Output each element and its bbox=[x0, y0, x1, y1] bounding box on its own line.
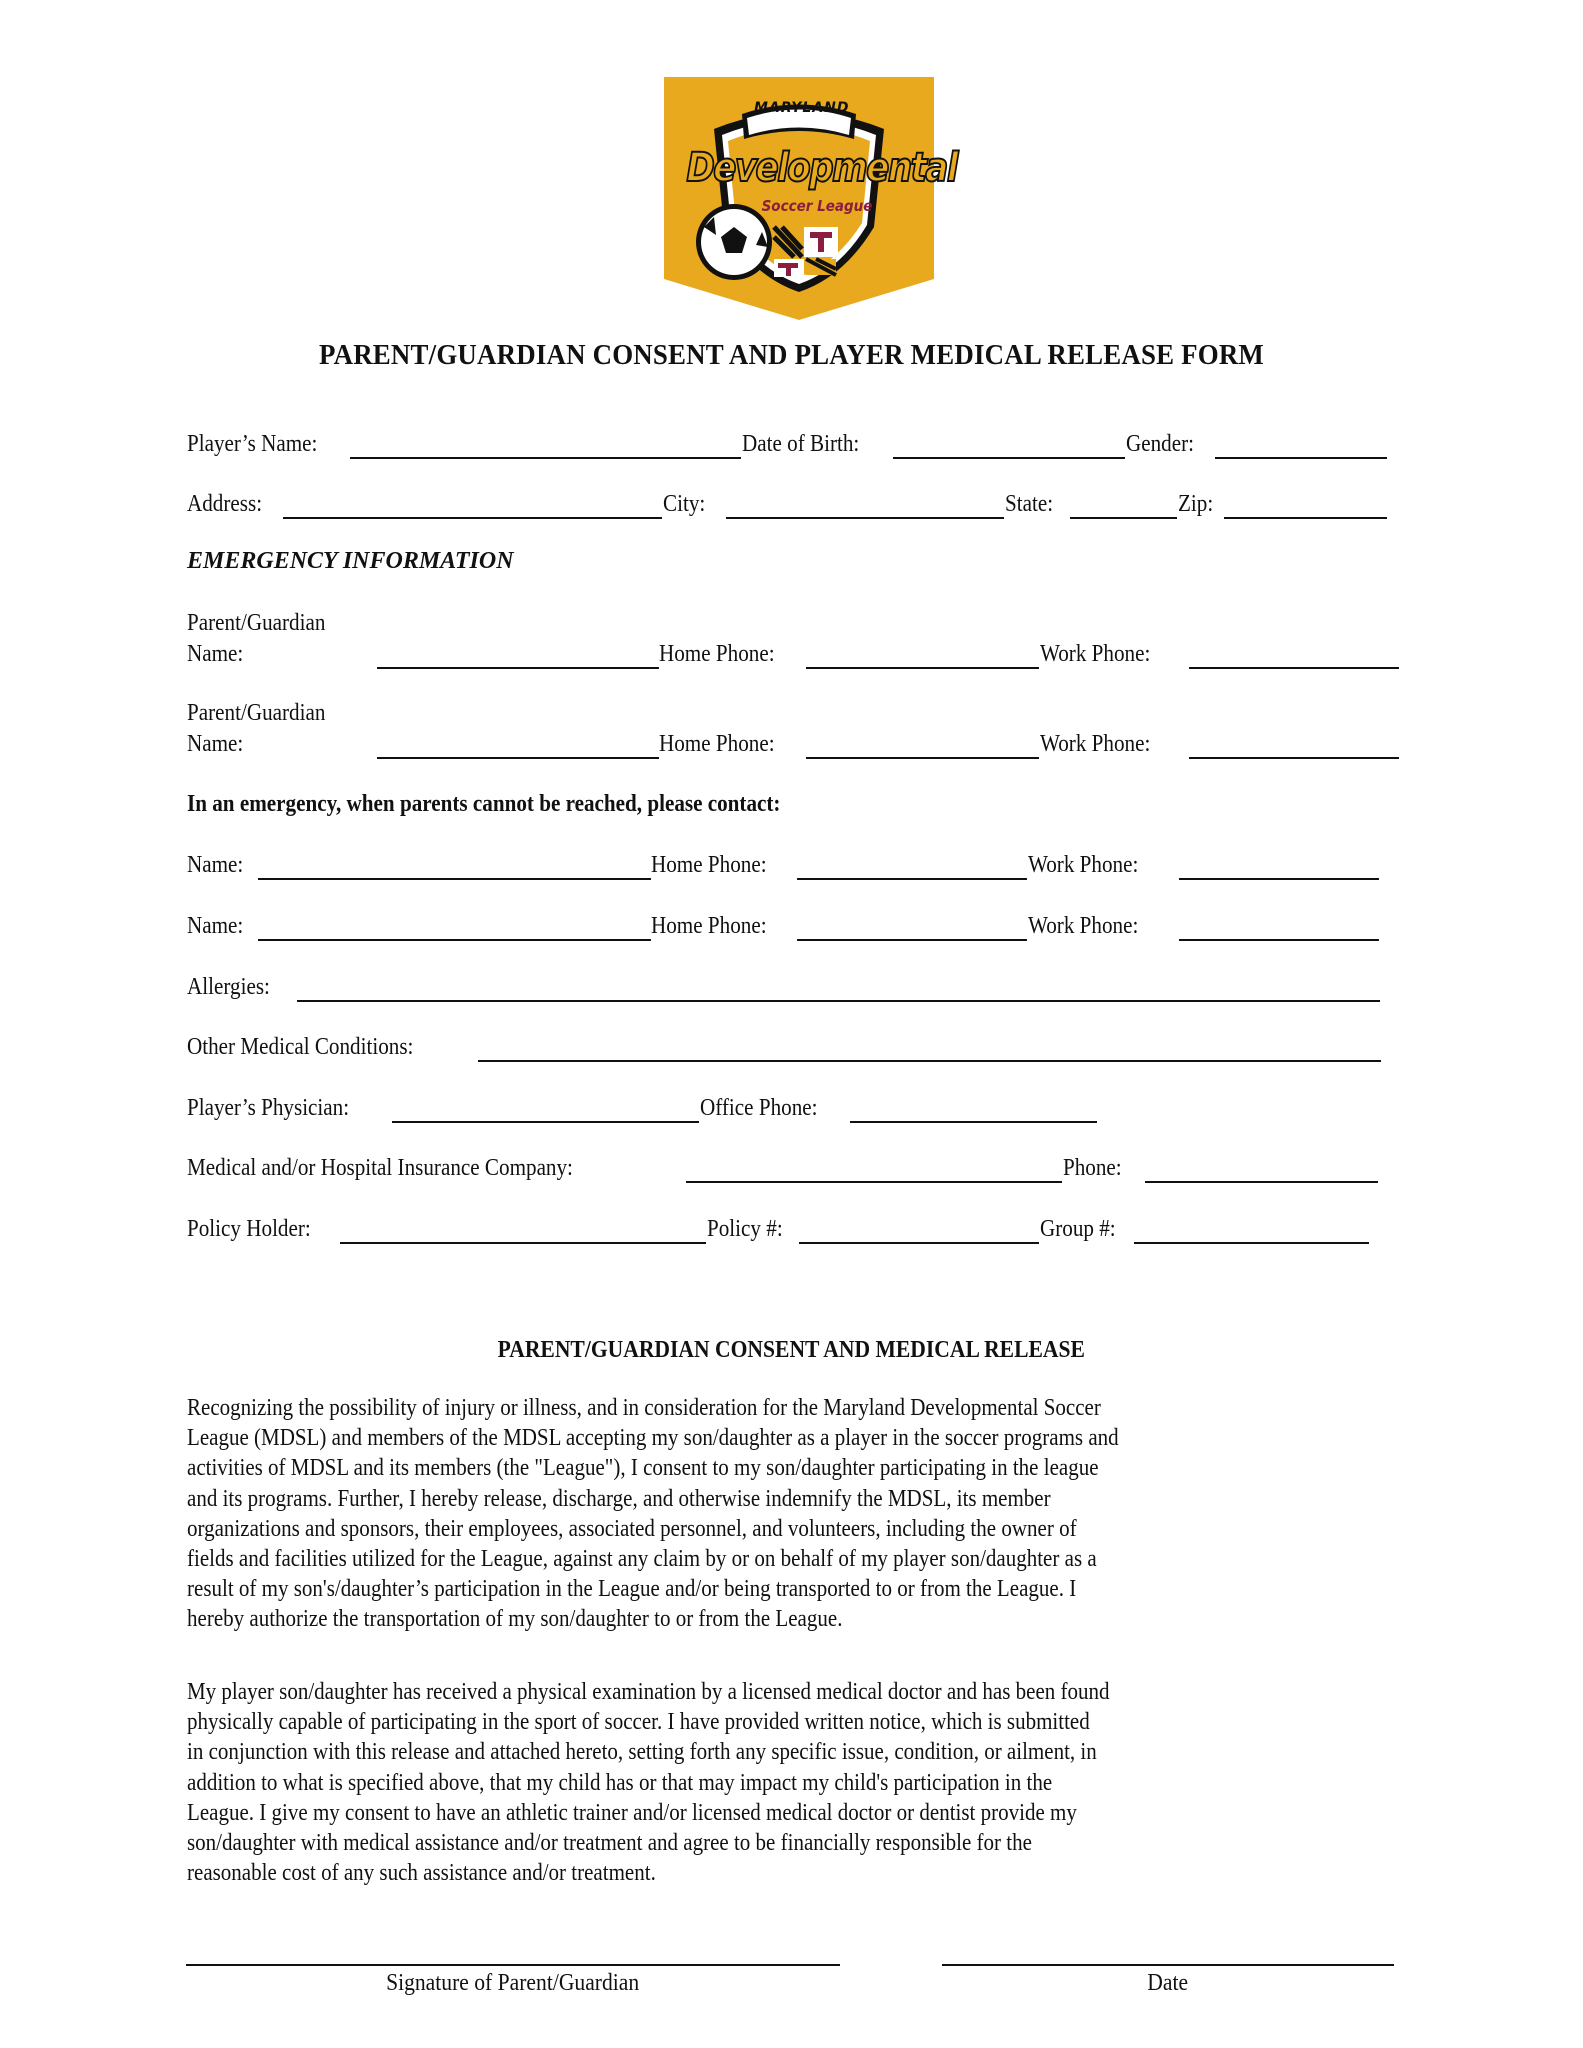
office-phone-label: Office Phone: bbox=[700, 1095, 818, 1121]
emergency-heading: EMERGENCY INFORMATION bbox=[187, 548, 514, 574]
conditions-field[interactable] bbox=[478, 1060, 1381, 1062]
form-title: PARENT/GUARDIAN CONSENT AND PLAYER MEDICAL RELEASE FORM bbox=[318, 340, 1265, 371]
contact-2-name-field[interactable] bbox=[258, 939, 651, 941]
guardian-label-line2: Name: bbox=[187, 641, 244, 667]
paragraph-line: son/daughter with medical assistance and/or treatment and agree to be financially responsible for the bbox=[187, 1830, 1032, 1857]
physician-field[interactable] bbox=[392, 1121, 699, 1123]
insurance-phone-field[interactable] bbox=[1145, 1181, 1378, 1183]
conditions-label: Other Medical Conditions: bbox=[187, 1034, 414, 1060]
paragraph-line: in conjunction with this release and attached hereto, setting forth any specific issue, condition, or ailment, in bbox=[187, 1739, 1097, 1766]
state-field[interactable] bbox=[1070, 517, 1177, 519]
insurance-phone-label: Phone: bbox=[1063, 1155, 1122, 1181]
dob-field[interactable] bbox=[893, 457, 1125, 459]
policy-holder-label: Policy Holder: bbox=[187, 1216, 311, 1242]
paragraph-line: reasonable cost of any such assistance and/or treatment. bbox=[187, 1860, 656, 1887]
paragraph-line: and its programs. Further, I hereby release, discharge, and otherwise indemnify the MDSL, its member bbox=[187, 1485, 1051, 1512]
policy-number-label: Policy #: bbox=[707, 1216, 783, 1242]
date-field[interactable] bbox=[942, 1964, 1394, 1966]
guardian-label-line1: Parent/Guardian bbox=[187, 610, 326, 636]
guardian-2-work-phone-field[interactable] bbox=[1189, 757, 1399, 759]
contact-1-work-phone-label: Work Phone: bbox=[1028, 852, 1139, 878]
logo-top-text: MARYLAND bbox=[754, 100, 850, 116]
contact-2-name-label: Name: bbox=[187, 913, 244, 939]
date-label-text: Date bbox=[1147, 1970, 1189, 1996]
gender-label: Gender: bbox=[1126, 431, 1195, 457]
address-field[interactable] bbox=[283, 517, 662, 519]
contact-2-work-phone-field[interactable] bbox=[1179, 939, 1379, 941]
contact-1-work-phone-field[interactable] bbox=[1179, 878, 1379, 880]
paragraph-line: addition to what is specified above, that my child has or that may impact my child's participation in the bbox=[187, 1769, 1053, 1796]
logo-main-text: Developmental bbox=[686, 145, 957, 191]
guardian-label-line1: Parent/Guardian bbox=[187, 700, 326, 726]
release-heading-text: PARENT/GUARDIAN CONSENT AND MEDICAL RELEASE bbox=[497, 1337, 1086, 1363]
guardian-2-home-phone-field[interactable] bbox=[806, 757, 1039, 759]
guardian-1-home-phone-label: Home Phone: bbox=[659, 641, 775, 667]
emergency-contact-prompt: In an emergency, when parents cannot be reached, please contact: bbox=[187, 791, 781, 817]
contact-2-home-phone-label: Home Phone: bbox=[651, 913, 767, 939]
paragraph-line: Recognizing the possibility of injury or illness, and in consideration for the Maryland Developmental Soccer bbox=[187, 1395, 1101, 1421]
paragraph-line: My player son/daughter has received a physical examination by a licensed medical doctor and has been found bbox=[187, 1679, 1110, 1705]
office-phone-field[interactable] bbox=[850, 1121, 1097, 1123]
guardian-2-home-phone-label: Home Phone: bbox=[659, 731, 775, 757]
policy-holder-field[interactable] bbox=[340, 1242, 706, 1244]
guardian-2-work-phone-label: Work Phone: bbox=[1040, 731, 1151, 757]
state-label: State: bbox=[1005, 491, 1054, 517]
contact-2-work-phone-label: Work Phone: bbox=[1028, 913, 1139, 939]
player-name-label: Player’s Name: bbox=[187, 431, 318, 457]
guardian-1-name-field[interactable] bbox=[377, 667, 659, 669]
insurance-company-label: Medical and/or Hospital Insurance Company: bbox=[187, 1155, 573, 1181]
paragraph-line: League. I give my consent to have an athletic trainer and/or licensed medical doctor or dentist provide my bbox=[187, 1799, 1077, 1826]
group-number-label: Group #: bbox=[1040, 1216, 1116, 1242]
address-label: Address: bbox=[187, 491, 263, 517]
policy-number-field[interactable] bbox=[799, 1242, 1039, 1244]
guardian-2-name-field[interactable] bbox=[377, 757, 659, 759]
paragraph-line: result of my son's/daughter’s participation in the League and/or being transported to or from the League. I bbox=[187, 1576, 1077, 1603]
physician-label: Player’s Physician: bbox=[187, 1095, 350, 1121]
release-paragraph-2 bbox=[187, 1677, 1427, 1888]
city-label: City: bbox=[663, 491, 706, 517]
insurance-company-field[interactable] bbox=[686, 1181, 1062, 1183]
paragraph-line: hereby authorize the transportation of my son/daughter to or from the League. bbox=[187, 1606, 843, 1633]
guardian-1-home-phone-field[interactable] bbox=[806, 667, 1039, 669]
date-label bbox=[942, 1970, 1394, 1997]
paragraph-line: physically capable of participating in the sport of soccer. I have provided written notice, which is submitted bbox=[187, 1709, 1090, 1736]
group-number-field[interactable] bbox=[1134, 1242, 1369, 1244]
contact-1-home-phone-label: Home Phone: bbox=[651, 852, 767, 878]
guardian-label-line2: Name: bbox=[187, 731, 244, 757]
contact-1-name-label: Name: bbox=[187, 852, 244, 878]
paragraph-line: League (MDSL) and members of the MDSL accepting my son/daughter as a player in the soccer programs and bbox=[187, 1425, 1119, 1452]
allergies-field[interactable] bbox=[297, 1000, 1380, 1002]
player-name-field[interactable] bbox=[350, 457, 741, 459]
paragraph-line: activities of MDSL and its members (the "League"), I consent to my son/daughter participating in the league bbox=[187, 1455, 1099, 1482]
contact-1-home-phone-field[interactable] bbox=[797, 878, 1027, 880]
gender-field[interactable] bbox=[1215, 457, 1387, 459]
zip-label: Zip: bbox=[1178, 491, 1214, 517]
guardian-1-work-phone-label: Work Phone: bbox=[1040, 641, 1151, 667]
logo-sub-text: Soccer League bbox=[761, 197, 873, 215]
paragraph-line: fields and facilities utilized for the League, against any claim by or on behalf of my player son/daughter as a bbox=[187, 1546, 1097, 1573]
release-heading bbox=[0, 1337, 1583, 1364]
signature-label bbox=[186, 1970, 840, 1997]
signature-label-text: Signature of Parent/Guardian bbox=[386, 1970, 640, 1996]
paragraph-line: organizations and sponsors, their employees, associated personnel, and volunteers, including the owner of bbox=[187, 1515, 1077, 1542]
city-field[interactable] bbox=[726, 517, 1004, 519]
dob-label: Date of Birth: bbox=[742, 431, 860, 457]
signature-field[interactable] bbox=[186, 1964, 840, 1966]
guardian-1-work-phone-field[interactable] bbox=[1189, 667, 1399, 669]
zip-field[interactable] bbox=[1224, 517, 1387, 519]
allergies-label: Allergies: bbox=[187, 974, 270, 1000]
release-paragraph-1 bbox=[187, 1393, 1427, 1635]
contact-2-home-phone-field[interactable] bbox=[797, 939, 1027, 941]
league-logo bbox=[664, 77, 957, 320]
contact-1-name-field[interactable] bbox=[258, 878, 651, 880]
